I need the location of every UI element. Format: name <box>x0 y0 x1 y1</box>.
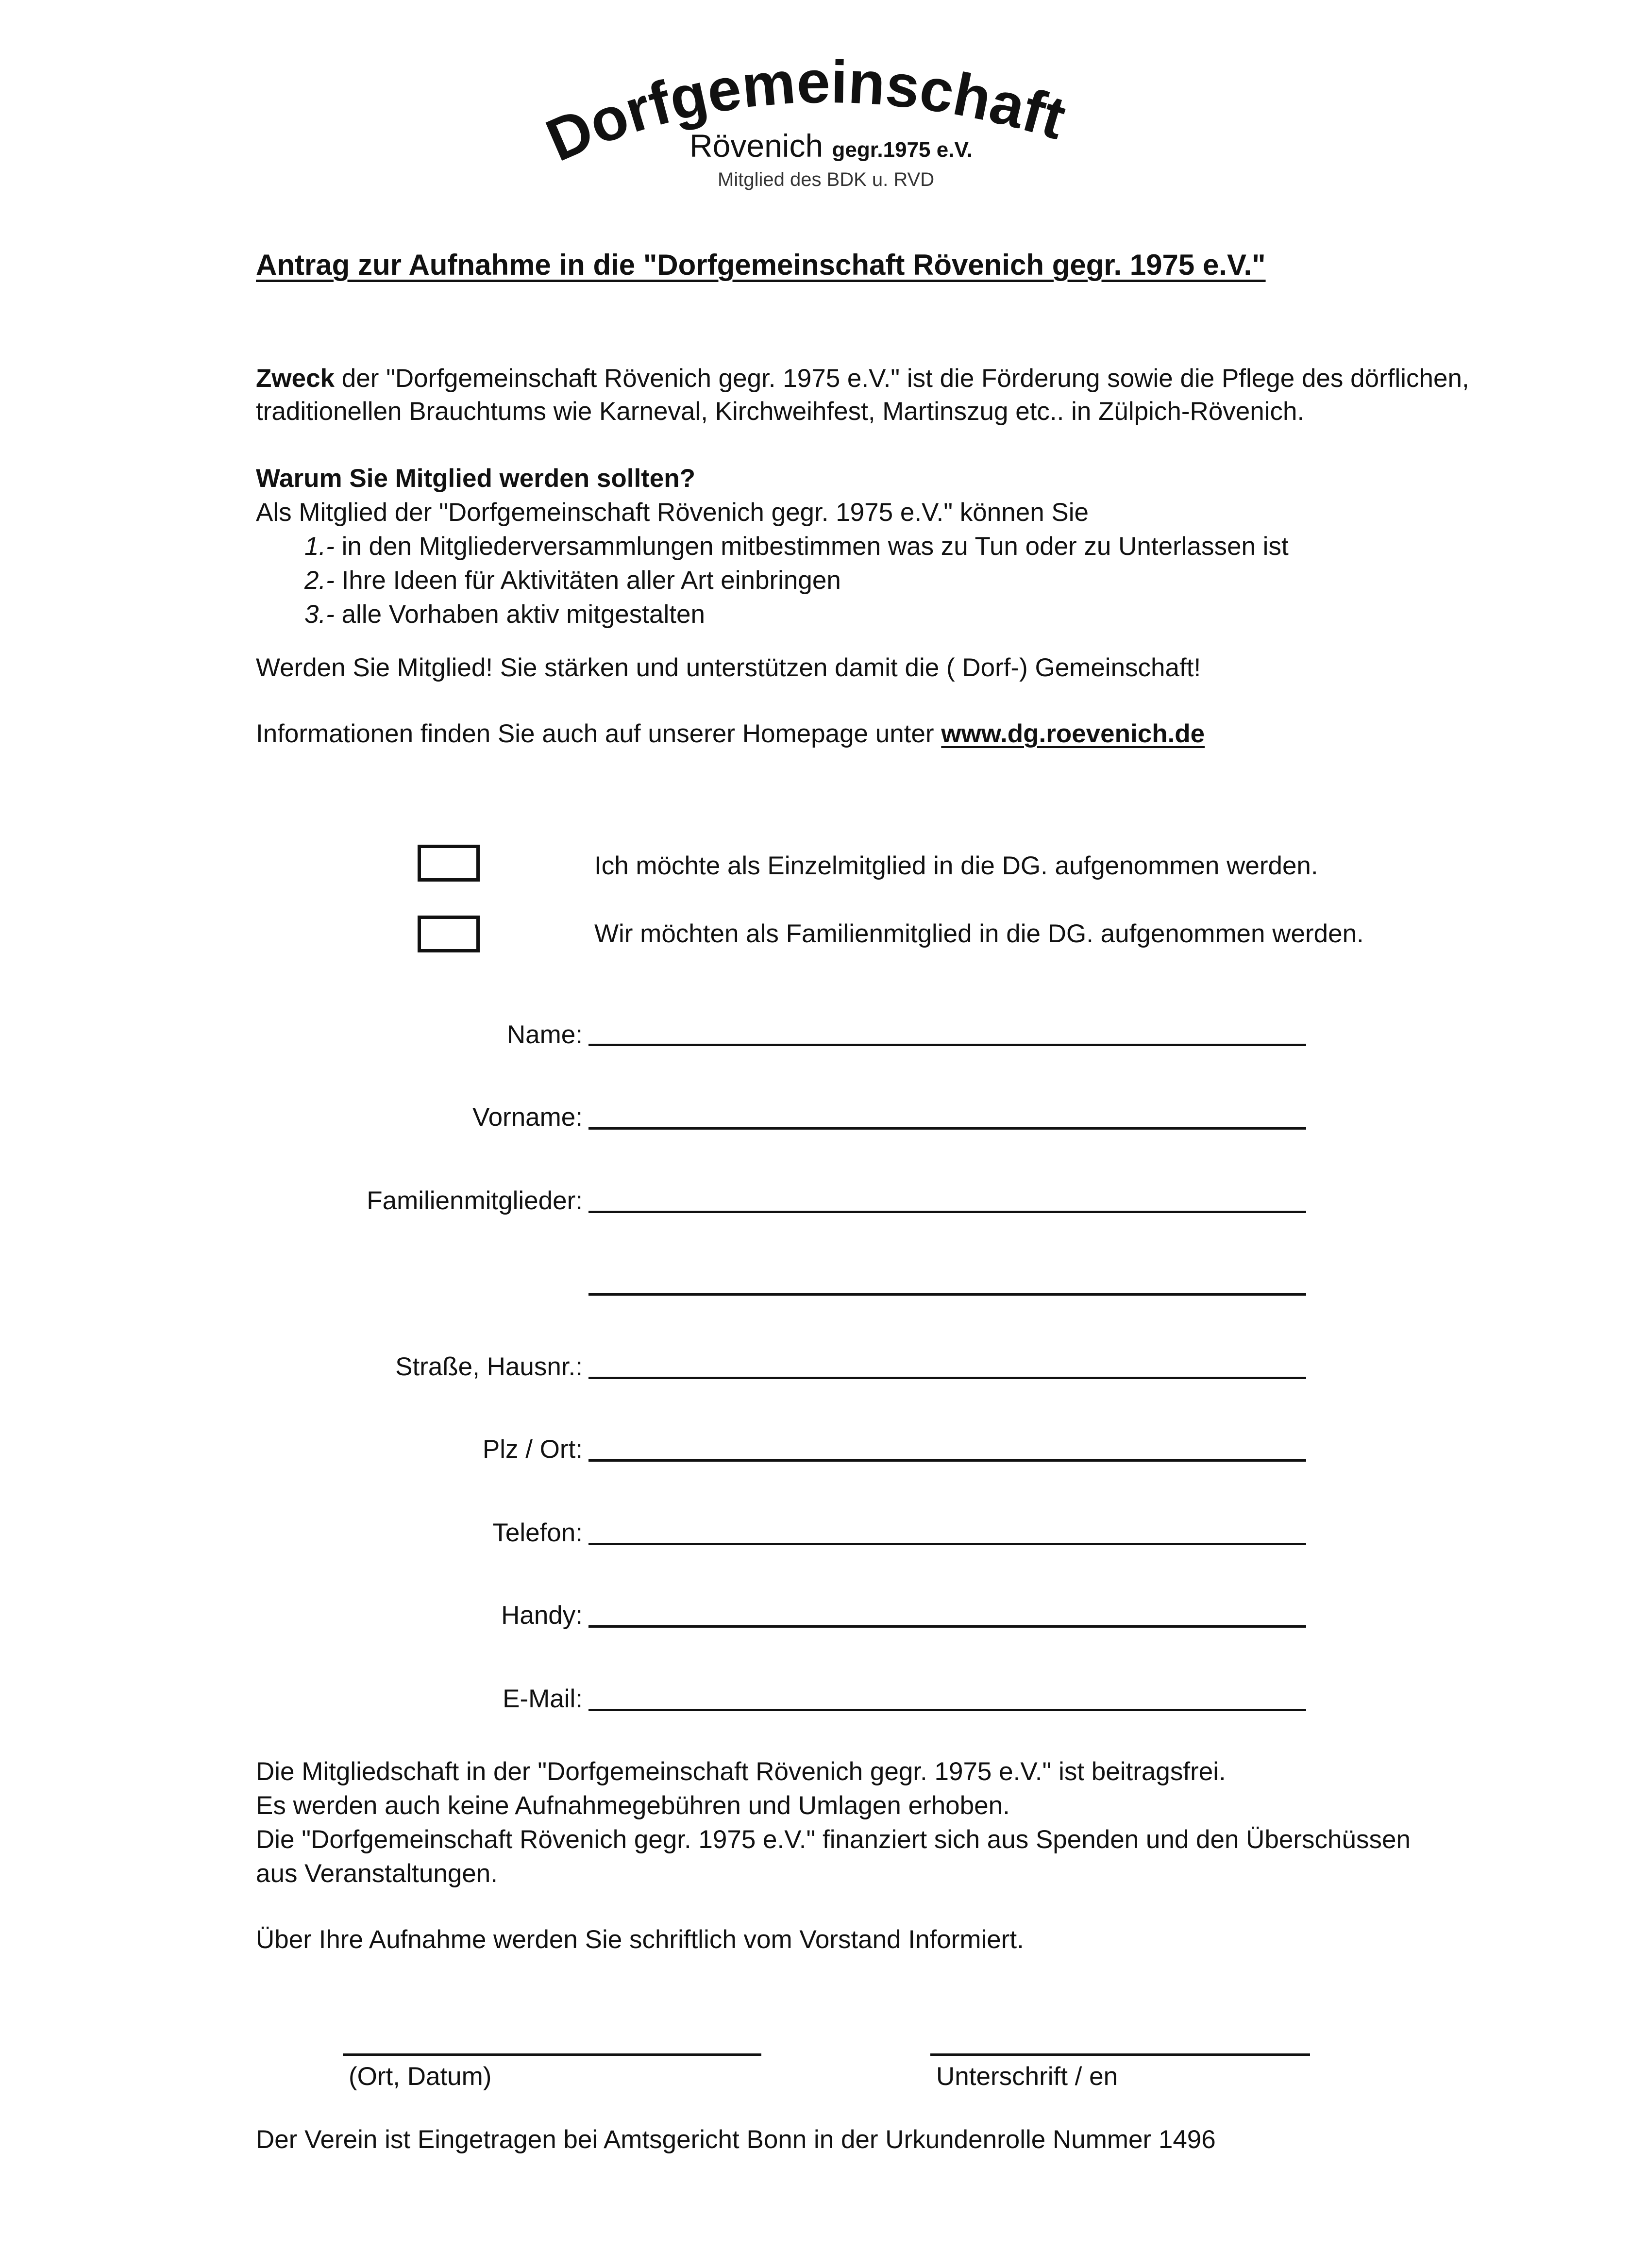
reason-number: 1.- <box>304 532 335 561</box>
handy-field[interactable] <box>588 1625 1306 1628</box>
purpose-lead: Zweck <box>256 364 335 393</box>
place-date-field[interactable] <box>343 2053 761 2056</box>
reason-item <box>304 598 705 631</box>
fee-line-1: Die Mitgliedschaft in der "Dorfgemeinschaft Rövenich gegr. 1975 e.V." ist beitragsfrei. <box>256 1757 1226 1786</box>
vorname-label: Vorname: <box>472 1103 583 1132</box>
checkbox-family-member[interactable] <box>418 916 480 952</box>
logo-founded: gegr.1975 e.V. <box>832 138 973 162</box>
reason-number: 2.- <box>304 566 335 595</box>
reason-item <box>304 564 841 597</box>
option-family-label: Wir möchten als Familienmitglied in die DG. aufgenommen werden. <box>594 919 1364 948</box>
option-single-label: Ich möchte als Einzelmitglied in die DG. aufgenommen werden. <box>594 851 1318 880</box>
familienmitglieder-field[interactable] <box>588 1211 1306 1213</box>
plz-ort-field[interactable] <box>588 1459 1306 1462</box>
fee-line-2: Es werden auch keine Aufnahmegebühren und Umlagen erhoben. <box>256 1791 1010 1820</box>
reason-item <box>304 530 1289 563</box>
why-heading: Warum Sie Mitglied werden sollten? <box>256 464 696 493</box>
signature-field[interactable] <box>930 2053 1310 2056</box>
name-label: Name: <box>506 1020 583 1049</box>
plz-ort-label: Plz / Ort: <box>482 1435 583 1464</box>
telefon-field[interactable] <box>588 1543 1306 1545</box>
logo-membership: Mitglied des BDK u. RVD <box>718 169 935 190</box>
admission-notice: Über Ihre Aufnahme werden Sie schriftlich vom Vorstand Informiert. <box>256 1925 1024 1954</box>
homepage-link[interactable]: www.dg.roevenich.de <box>941 719 1205 748</box>
email-field[interactable] <box>588 1709 1306 1711</box>
reason-number: 3.- <box>304 600 335 629</box>
register-footer: Der Verein ist Eingetragen bei Amtsgericht Bonn in der Urkundenrolle Nummer 1496 <box>256 2125 1216 2154</box>
fee-line-4: aus Veranstaltungen. <box>256 1859 498 1888</box>
familienmitglieder-label: Familienmitglieder: <box>367 1186 583 1215</box>
homepage-text: Informationen finden Sie auch auf unserer Homepage unter <box>256 719 941 748</box>
purpose-line-1 <box>256 362 1469 395</box>
call-to-action: Werden Sie Mitglied! Sie stärken und unterstützen damit die ( Dorf-) Gemeinschaft! <box>256 653 1201 682</box>
name-field[interactable] <box>588 1044 1306 1046</box>
logo-place: Rövenich <box>689 128 824 164</box>
reason-text: in den Mitgliederversammlungen mitbestimmen was zu Tun oder zu Unterlassen ist <box>334 532 1289 561</box>
vorname-field[interactable] <box>588 1127 1306 1130</box>
fee-line-3: Die "Dorfgemeinschaft Rövenich gegr. 1975 e.V." finanziert sich aus Spenden und den Überschüssen <box>256 1825 1411 1854</box>
strasse-field[interactable] <box>588 1377 1306 1379</box>
homepage-line <box>256 717 1205 750</box>
purpose-text: der "Dorfgemeinschaft Rövenich gegr. 1975 e.V." ist die Förderung sowie die Pflege des dörflichen, <box>335 364 1469 393</box>
checkbox-single-member[interactable] <box>418 845 480 882</box>
handy-label: Handy: <box>501 1601 583 1630</box>
reason-text: Ihre Ideen für Aktivitäten aller Art einbringen <box>334 566 841 595</box>
reason-text: alle Vorhaben aktiv mitgestalten <box>334 600 705 629</box>
telefon-label: Telefon: <box>492 1518 583 1547</box>
strasse-label: Straße, Hausnr.: <box>395 1352 583 1381</box>
page-title: Antrag zur Aufnahme in die "Dorfgemeinschaft Rövenich gegr. 1975 e.V." <box>256 249 1266 281</box>
familienmitglieder-field-2[interactable] <box>588 1293 1306 1296</box>
why-intro: Als Mitglied der "Dorfgemeinschaft Rövenich gegr. 1975 e.V." können Sie <box>256 498 1089 527</box>
place-date-label: (Ort, Datum) <box>349 2062 492 2091</box>
email-label: E-Mail: <box>503 1684 583 1713</box>
logo-arc-text: Dorfgemeinschaft <box>537 48 1073 175</box>
purpose-line-2: traditionellen Brauchtums wie Karneval, Kirchweihfest, Martinszug etc.. in Zülpich-Rövenich. <box>256 397 1305 426</box>
signature-label: Unterschrift / en <box>936 2062 1118 2091</box>
logo-place-line <box>689 127 973 164</box>
